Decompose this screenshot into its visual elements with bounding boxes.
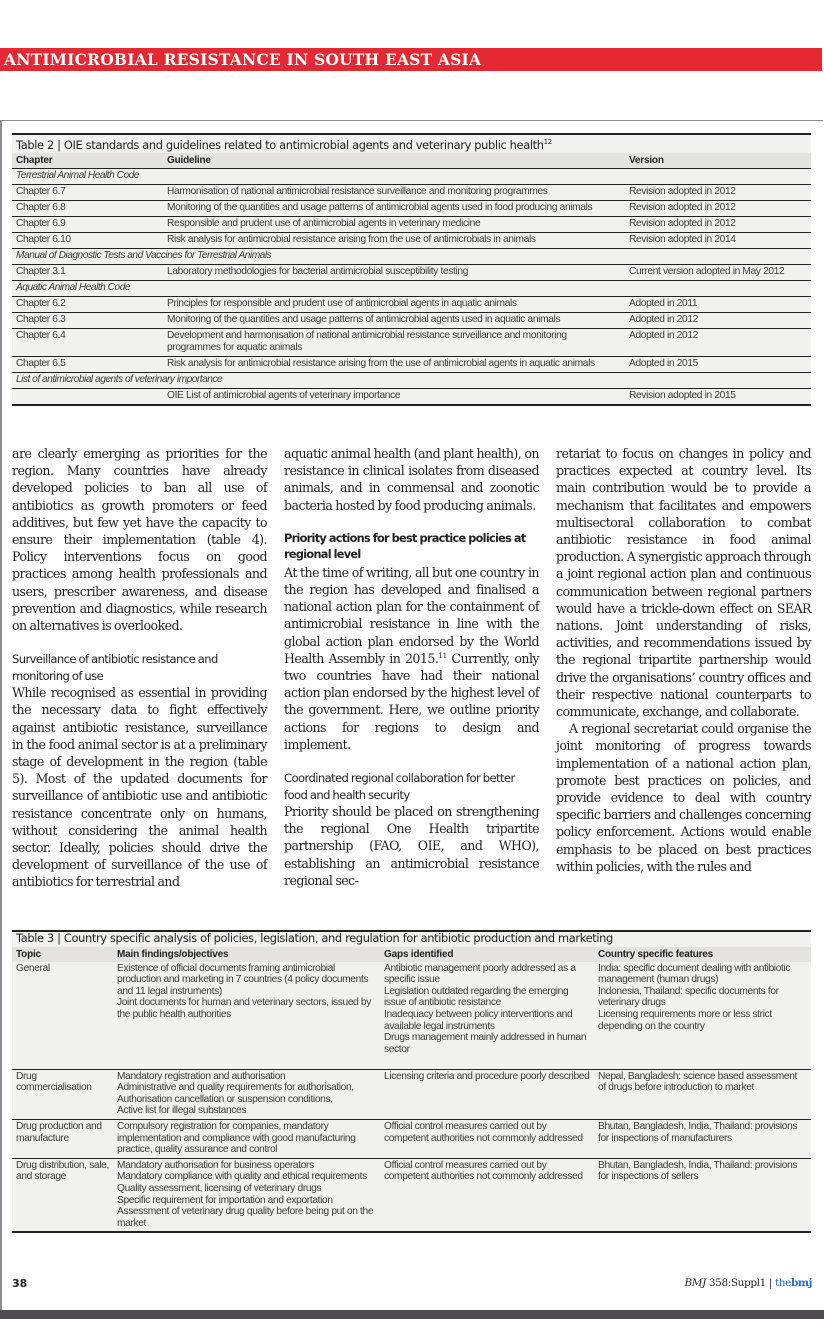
table-row: Chapter 6.8 Monitoring of the quantities and usage patterns of antimicrobial agents used in food producing animals Revision adopted in 2012 xyxy=(12,200,811,216)
table-row: Chapter 6.7 Harmonisation of national antimicrobial resistance surveillance and monitoring programmes Revision adopted in 2012 xyxy=(12,184,811,200)
table-row: Drug distribution, sale, and storage Mandatory authorisation for business operators Mandatory compliance with quality and ethical requirements Quality assessment, licensing of veterinary drugs Specific requirement for importation and exportation Assessment of veterinary drug quality before being put on the market Official control measures carried out by competent authorities not commonly addressed Bhutan, Bangladesh, India, Thailand: provisions for inspections of sellers xyxy=(12,1158,811,1232)
footnote-ref: 12 xyxy=(543,138,552,146)
table-section-row: Terrestrial Animal Health Code xyxy=(12,168,811,184)
table-row: Chapter 3.1 Laboratory methodologies for bacterial antimicrobial susceptibility testing Current version adopted in May 2012 xyxy=(12,264,811,280)
column-header: Main findings/objectives xyxy=(113,947,380,962)
table-section-row: Aquatic Animal Health Code xyxy=(12,280,811,296)
paragraph: aquatic animal health (and plant health), on resistance in clinical isolates from diseased animals, and in commensal and zoonotic bacteria hosted by food producing animals. xyxy=(284,446,539,513)
subheading: Coordinated regional collaboration for better food and health security xyxy=(284,771,515,802)
column-header: Guideline xyxy=(163,153,625,169)
table-row: Drug production and manufacture Compulsory registration for companies, mandatory implementation and compliance with good manufacturing practice, quality assurance and control Official control measures carried out by competent authorities not commonly addressed Bhutan, Bangladesh, India, Thailand: provisions for inspections of manufacturers xyxy=(12,1119,811,1158)
table-header-row xyxy=(12,153,811,169)
section-banner: ANTIMICROBIAL RESISTANCE IN SOUTH EAST ASIA xyxy=(0,48,822,71)
journal-name: BMJ xyxy=(684,1277,706,1289)
paragraph: are clearly emerging as priorities for the region. Many countries have already developed policies to ban all use of antibiotics as growth promoters or feed additives, but few yet have the capacity to ensure their implementation (table 4). Policy interventions focus on good practices among health professionals and users, prescriber awareness, and disease prevention and diagnostics, while research on alternatives is overlooked. xyxy=(12,446,267,634)
column-header: Gaps identified xyxy=(380,947,594,962)
text-column-1 xyxy=(12,445,267,891)
column-header: Topic xyxy=(12,947,113,962)
table-row: Chapter 6.9 Responsible and prudent use of antimicrobial agents in veterinary medicine Revision adopted in 2012 xyxy=(12,216,811,232)
table-row: OIE List of antimicrobial agents of veterinary importance Revision adopted in 2015 xyxy=(12,388,811,405)
table-section-row: List of antimicrobial agents of veterinary importance xyxy=(12,372,811,388)
table-3 xyxy=(12,930,811,1233)
text-column-2 xyxy=(284,445,539,889)
section-heading: Priority actions for best practice policies at regional level xyxy=(284,531,526,562)
table-row: Chapter 6.2 Principles for responsible and prudent use of antimicrobial agents in aquatic animals Adopted in 2011 xyxy=(12,296,811,312)
citation-text: 358:Suppl1 | xyxy=(705,1277,775,1289)
table-3-caption: Table 3 | Country specific analysis of policies, legislation, and regulation for antibiotic production and marketing xyxy=(12,931,811,947)
brand-logo-the: the xyxy=(774,1277,791,1289)
paragraph: At the time of writing, all but one country in the region has developed and finalised a national action plan for the containment of antimicrobial resistance in line with the global action plan endorsed by the World Health Assembly in 2015.11 Currently, only two countries have had their national action plan endorsed by the highest level of the government. Here, we outline priority actions for regions to design and implement. xyxy=(284,564,539,752)
subheading: Surveillance of antibiotic resistance and monitoring of use xyxy=(12,652,218,683)
column-header: Country specific features xyxy=(594,947,811,962)
table-row: Chapter 6.4 Development and harmonisation of national antimicrobial resistance surveillance and monitoring programmes for aquatic animals Adopted in 2012 xyxy=(12,328,811,356)
text-column-3 xyxy=(556,445,811,875)
column-header: Version xyxy=(625,153,811,169)
table-row: Drug commercialisation Mandatory registration and authorisation Administrative and quality requirements for authorisation, Authorisation cancellation or suspension conditions, Active list for illegal substances Licensing criteria and procedure poorly described Nepal, Bangladesh: science based assessment of drugs before introduction to market xyxy=(12,1069,811,1119)
table-2-caption: Table 2 | OIE standards and guidelines related to antimicrobial agents and veterinary public health$^{12}$ xyxy=(12,134,811,153)
paragraph: A regional secretariat could organise the joint monitoring of progress towards implementation of a national action plan, promote best practices on policies, and provide evidence to deal with country specific barriers and challenges concerning policy enforcement. Actions would enable emphasis to be placed on best practices within policies, with the rules and xyxy=(556,721,811,874)
paragraph: retariat to focus on changes in policy and practices expected at country level. Its main contribution would be to provide a mechanism that facilitates and empowers multisectoral collaboration to combat antibiotic resistance in food animal production. A synergistic approach through a joint regional action plan and continuous communication between regional partners would have a trickle-down effect on SEAR nations. Joint understanding of risks, activities, and recommendations issued by the regional tripartite partnership would drive the organisations’ country offices and their respective national counterparts to communicate, exchange, and collaborate. xyxy=(556,446,811,720)
table-section-row: Manual of Diagnostic Tests and Vaccines for Terrestrial Animals xyxy=(12,248,811,264)
paragraph: Priority should be placed on strengthening the regional One Health tripartite partnership (FAO, OIE, and WHO), establishing an antimicrobial resistance regional sec- xyxy=(284,804,539,888)
table-row: General Existence of official documents framing antimicrobial production and marketing in 7 countries (4 policy documents and 11 legal instruments) Joint documents for human and veterinary sectors, issued by the public health authorities Antibiotic management poorly addressed as a specific issue Legislation outdated regarding the emerging issue of antibiotic resistance Inadequacy between policy interventions and available legal instruments Drugs management mainly addressed in human sector India: specific document dealing with antibiotic management (human drugs) Indonesia, Thailand: specific documents for veterinary drugs Licensing requirements more or less strict depending on the country xyxy=(16,962,791,1055)
bottom-bar xyxy=(0,1310,824,1319)
column-header: Chapter xyxy=(12,153,163,169)
journal-citation xyxy=(684,1277,812,1289)
footnote-ref: 11 xyxy=(438,650,447,660)
table-row: Chapter 6.10 Risk analysis for antimicrobial resistance arising from the use of antimicrobials in animals Revision adopted in 2014 xyxy=(12,232,811,248)
table-row: Chapter 6.5 Risk analysis for antimicrobial resistance arising from the use of antimicrobial agents in aquatic animals Adopted in 2015 xyxy=(12,356,811,372)
table-row: Chapter 6.3 Monitoring of the quantities and usage patterns of antimicrobial agents used in aquatic animals Adopted in 2012 xyxy=(12,312,811,328)
table-header-row xyxy=(12,947,811,962)
brand-logo-bmj: bmj xyxy=(790,1277,812,1289)
paragraph: While recognised as essential in providing the necessary data to fight effectively against antibiotic resistance, surveillance in the food animal sector is at a preliminary stage of development in the region (table 5). Most of the updated documents for surveillance of antibiotic use and antibiotic resistance concentrate only on humans, without considering the animal health sector. Ideally, policies should drive the development of surveillance of the use of antibiotics for terrestrial and xyxy=(12,685,267,890)
page-number: 38 xyxy=(12,1277,28,1290)
table-2 xyxy=(12,133,811,406)
